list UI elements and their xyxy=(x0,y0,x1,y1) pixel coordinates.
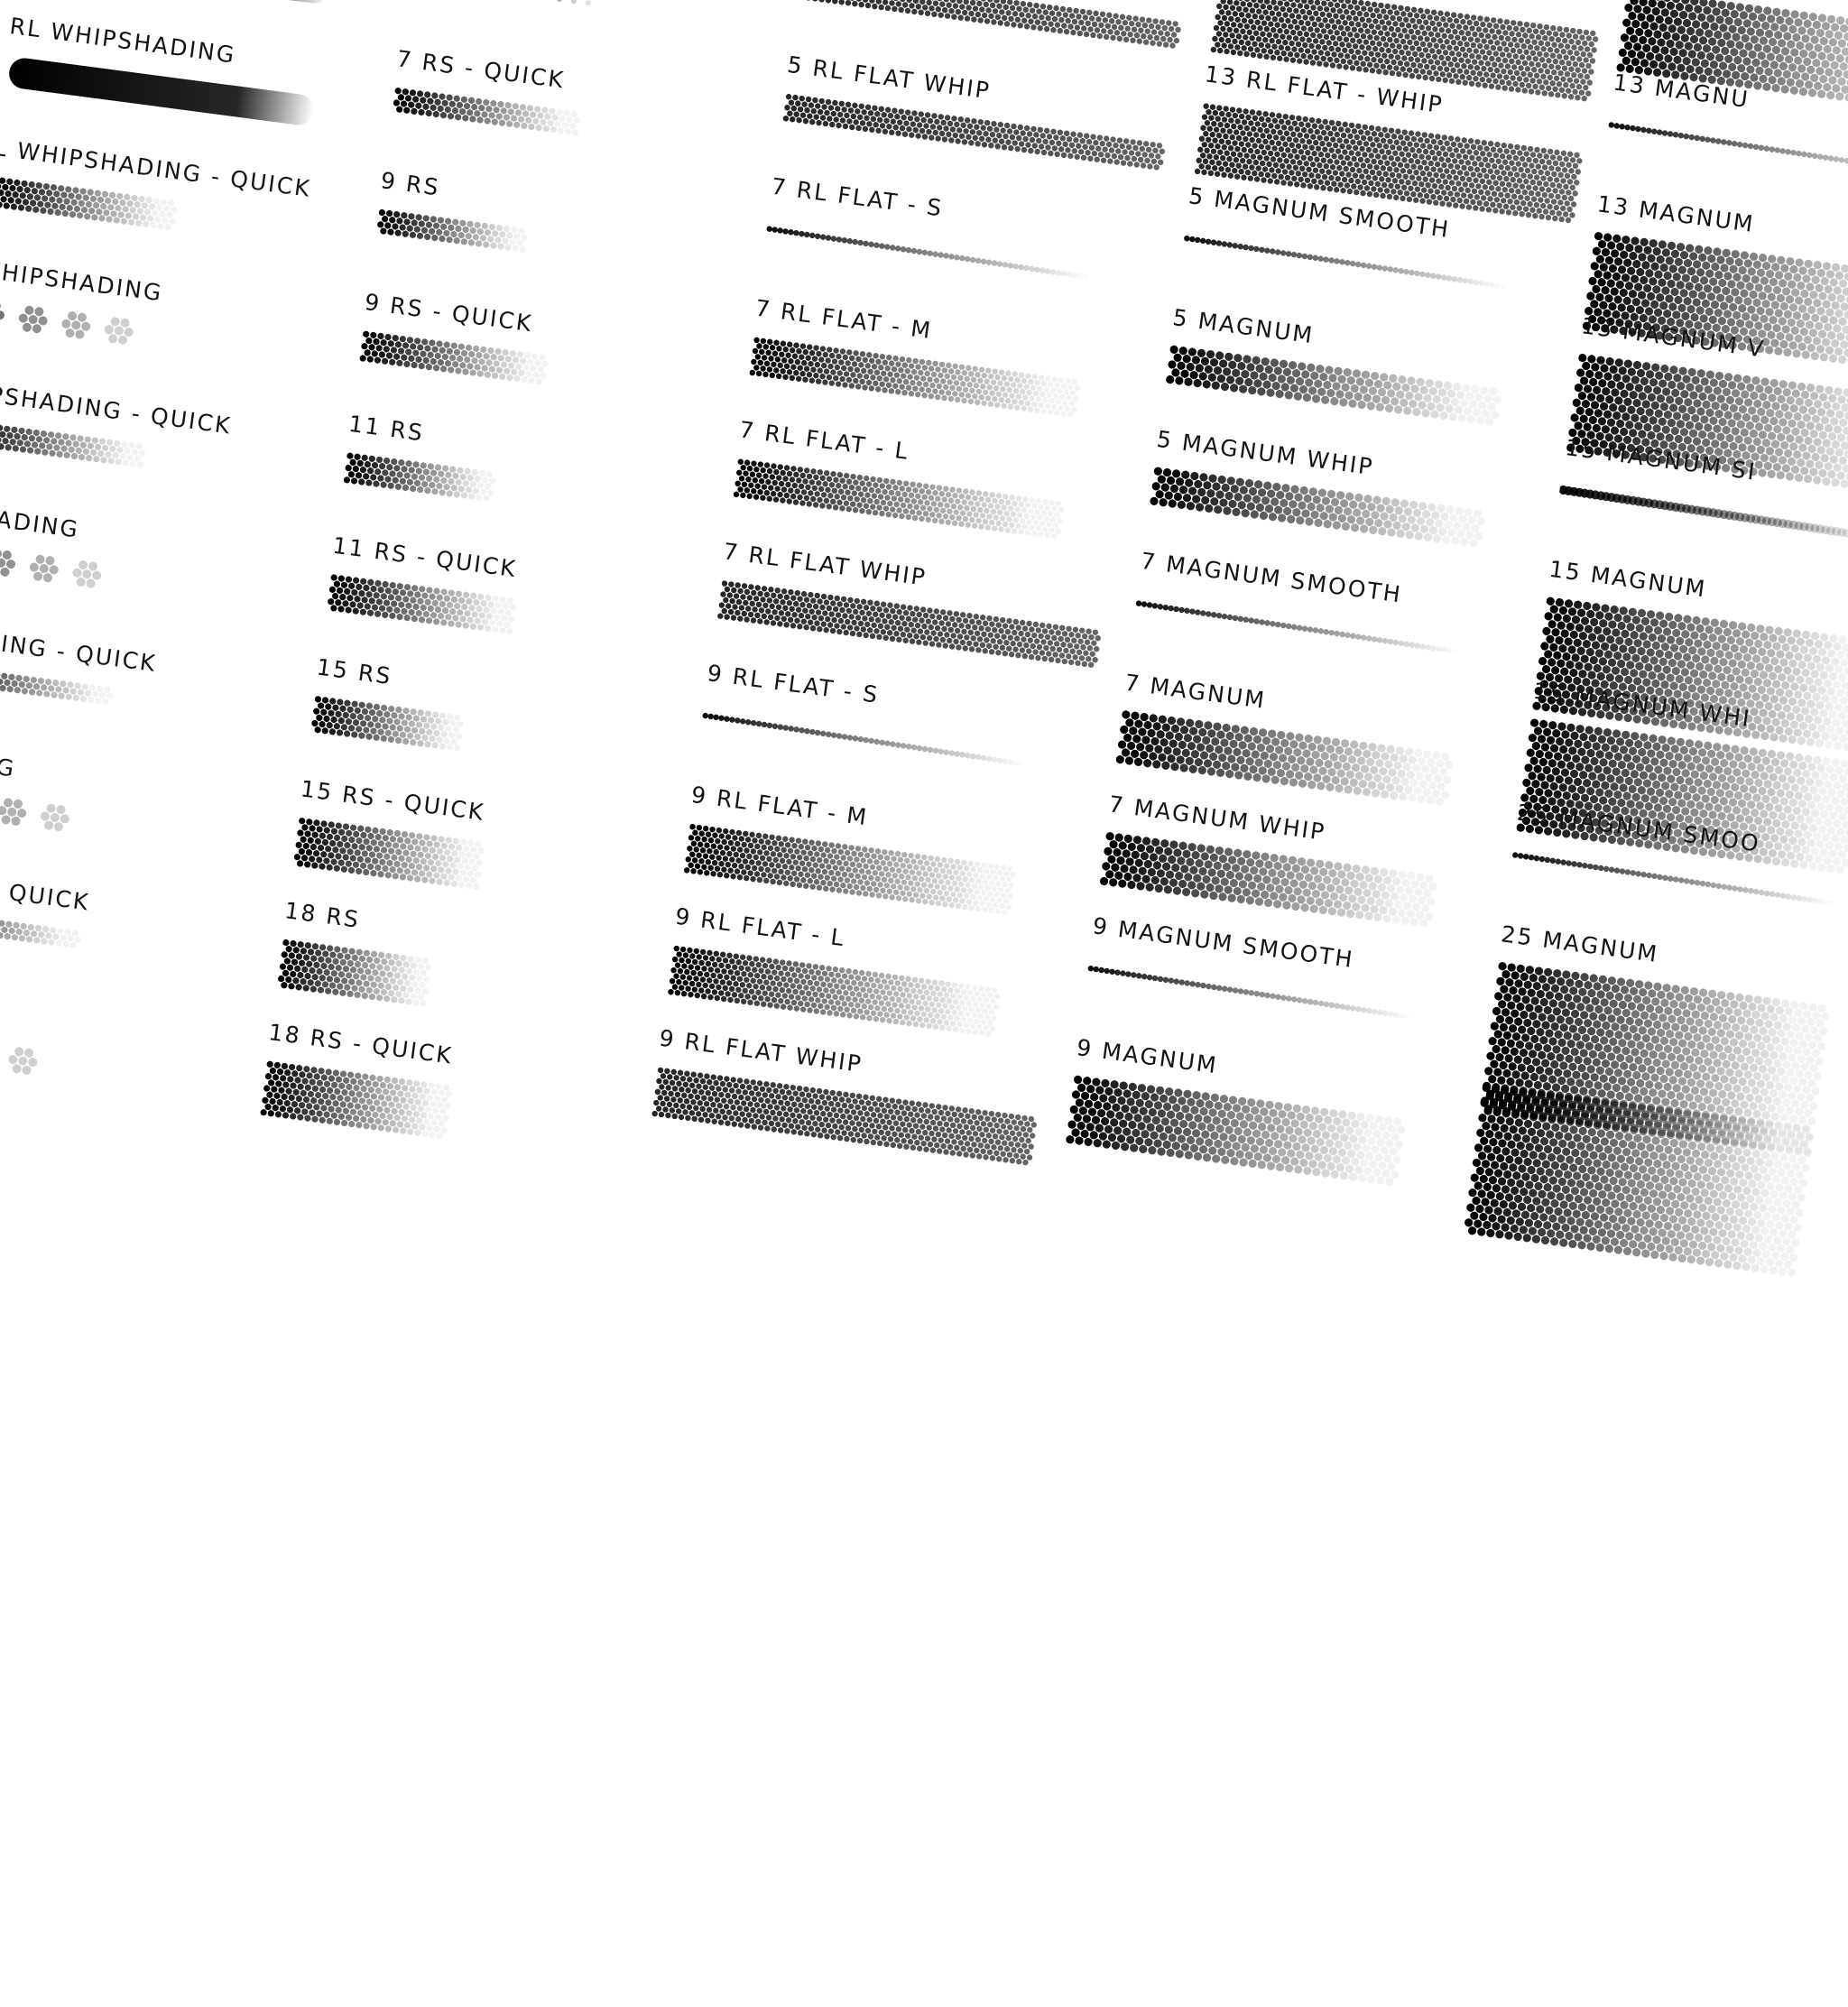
brush-name-label: RL WHIPSHADING xyxy=(8,13,237,69)
brush-name-label: HADING xyxy=(0,743,17,783)
brush-name-label: WHIPSHADING xyxy=(0,256,164,308)
brush-name-label: 5 MAGNUM WHIP xyxy=(1155,426,1375,481)
brush-name-label: 9 RL FLAT - L xyxy=(673,903,846,953)
brush-name-label: 9 RL FLAT - S xyxy=(706,660,881,709)
brush-name-label: 18 RS - QUICK xyxy=(267,1019,455,1070)
brush-stroke-preview xyxy=(242,1059,686,1293)
brush-name-label: QUICK xyxy=(0,865,91,917)
brush-name-label: 15 RS - QUICK xyxy=(299,775,486,827)
brush-stroke-preview xyxy=(1458,1082,1848,1317)
brush-name-label: 7 RL FLAT - L xyxy=(737,416,910,466)
brush-name-label: 25 MAGNUM xyxy=(1500,920,1660,968)
brush-name-label: 9 RL FLAT WHIP xyxy=(658,1025,864,1078)
brush-name-label: 7 RL FLAT - S xyxy=(770,173,945,223)
brush-name-label: 9 MAGNUM SMOOTH xyxy=(1091,912,1355,974)
brush-name-label: 7 RS - QUICK xyxy=(395,45,567,94)
brush-name-label: 13 MAGNUM V xyxy=(1579,312,1766,364)
brush-name-label: 7 RL FLAT WHIP xyxy=(722,538,929,591)
brush-name-label: 15 MAGNUM SI xyxy=(1564,434,1759,486)
brush-name-label: 9 RS xyxy=(379,167,441,201)
brush-name-label: 9 RS - QUICK xyxy=(363,289,534,338)
brush-name-label: 18 RS xyxy=(283,897,362,934)
brush-name-label: 7 RL FLAT - M xyxy=(753,295,934,346)
brush-name-label: 15 MAGNUM xyxy=(1548,556,1708,604)
brush-name-label: 15 RS xyxy=(315,654,393,691)
brush-name-label: 7 MAGNUM xyxy=(1123,670,1268,715)
brush-name-label: 15 MAGNUM WHI xyxy=(1531,678,1752,734)
brush-name-label: 11 RS xyxy=(347,411,426,448)
brush-name-label: 13 RL FLAT - WHIP xyxy=(1203,60,1445,119)
brush-name-label: 25 MAGNUM SMOO xyxy=(1515,800,1761,858)
brush-stroke-preview xyxy=(1049,1074,1493,1309)
brush-name-label: 13 MAGNUM xyxy=(1595,190,1756,238)
brush-name-label: HIPSHADING - QUICK xyxy=(0,378,233,440)
brush-name-label: 7 MAGNUM SMOOTH xyxy=(1139,548,1403,609)
brush-name-label: 9 MAGNUM xyxy=(1075,1034,1219,1079)
brush-name-label: PSHADING xyxy=(0,499,81,543)
brush-name-label: 11 RS - QUICK xyxy=(331,532,519,584)
brush-name-label: 5 MAGNUM xyxy=(1171,304,1316,349)
brush-stroke-preview xyxy=(633,1064,1076,1299)
brush-name-label: L WHIPSHADING - QUICK xyxy=(0,134,313,203)
brush-name-label: 5 MAGNUM SMOOTH xyxy=(1187,182,1452,244)
brush-name-label: 7 MAGNUM WHIP xyxy=(1107,791,1327,846)
brush-name-label: 5 RL FLAT WHIP xyxy=(786,51,993,105)
brush-name-label: SHADING - QUICK xyxy=(0,621,159,678)
brush-name-label: 13 MAGNU xyxy=(1612,69,1751,115)
brush-name-label: 9 RL FLAT - M xyxy=(689,782,870,832)
